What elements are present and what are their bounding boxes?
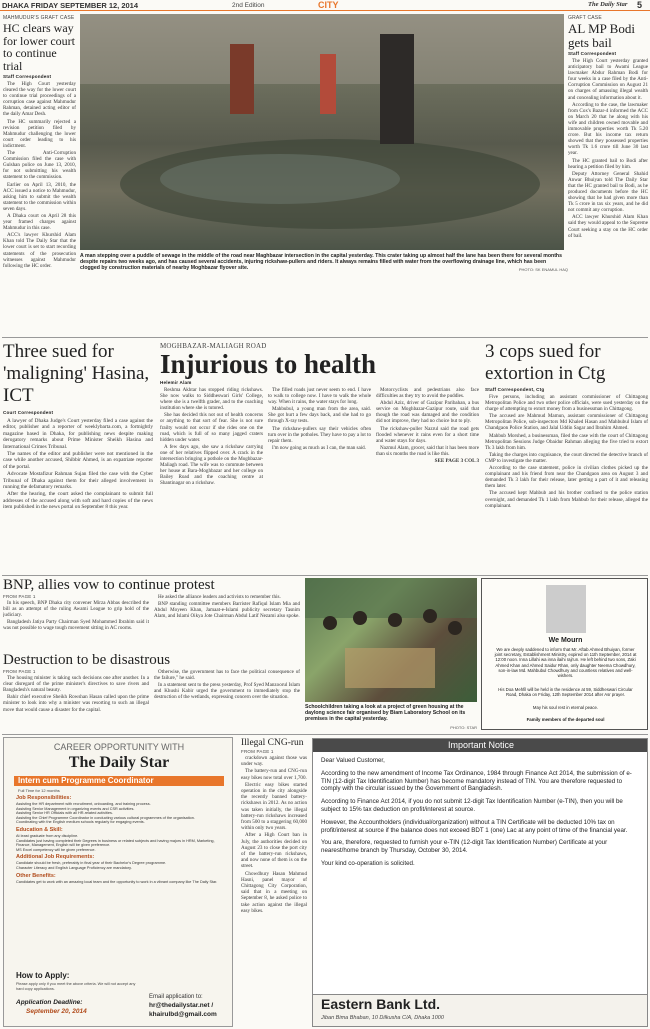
paragraph: A few days ago, she saw a rickshaw carrying one of her relatives flipped over. A crack in the intersection bringing a pothole on the Moghbazar-Maliagh road. The wife was to commute between her house at Bara-Moghbazar and her college on Bailey Road and the coaching centre at Shantinagar on a rickshaw. [160,443,263,487]
bank-address: Jiban Bima Bhaban, 10 Dilkusha C/A, Dhaka 1000 [321,1015,444,1021]
paragraph: The rickshaw-puller Nazrul said the road gets flooded whenever it rains even for a short time and water stays for days. [376,425,479,444]
paragraph: She has decided this not out of health concerns or anything to that sort of fear. She is not sure frailty would not occur if she rides one on the road, which is full of so many jagged craters hidden under water. [160,412,263,443]
obituary-box [481,578,648,730]
paragraph: I'm now going as much as I can, the man said. [272,444,366,451]
paragraph: After the hearing, the court asked the complainant to submit full addresses of the accused along with soft and hard copies of the news item published in the news portal on September 8 this year. [3,491,153,511]
banner-text: CAREER OPPORTUNITY WITH [53,742,185,752]
paragraph: Otherwise, the government has to face the political consequence of the failure," he said. [154,669,300,682]
science-fair-illustration [305,578,477,702]
column [376,387,479,557]
list-item: Assisting the Chief Programme Coordinator in conducting various cultural programmes of the organisation. [16,815,195,820]
apply-text: Please apply only if you meet the above criteria. We will not accept any hard copy applications. [16,982,136,991]
page-number: 5 [637,0,643,10]
headline: BNP, allies vow to continue protest [3,577,215,593]
headline: Injurious to health [160,349,377,379]
paragraph: Taking the charges into cognisance, the court directed the detective branch of CMP to investigate the matter. [485,451,648,464]
paragraph: Earlier on April 13, 2010, the ACC issued a notice to Mahmudur, asking him to submit the wealth statement to the commission within seven days. [3,181,76,212]
paragraph: Nazmul Alam, grocer, said that it has been more than six months the road is like this. [376,444,479,457]
paragraph: Chowdhury Hasan Mahmud Hasni, panel mayor of Chittagong City Corporation, said that in a meeting on September 8, he asked police to take action against the illegal easy bikes. [241,870,307,914]
paragraph: The rickshaw-pullers say their vehicles often turn over in the potholes. They have to pay a lot to repair them. [268,425,371,444]
obituary-body: We are deeply saddened to inform that Mr. Aftab Ahmed Bhuiyan, former joint secretary, Establishment Ministry, expired on 11th September, 2014 at 12:00 noon. Inna Lillahi wa inna ilaihi raji'un. He left behind two sons, Zaki Ahmed Khan and Ahmed Saidur Rhan, only daughter Neema Chowdhury, son-in-law Md. Mahbubul Chowdhury and countless relatives and well-wishers. [494,647,637,679]
source: FROM PAGE 1 [3,669,36,674]
paragraph: Electric easy bikes started operation in the city alongside the recently banned battery-rickshaws in 2012. As no action was taken initially, the illegal battery-run rickshaws increased from 500 to a staggering 60,000 within only two years. [241,781,307,832]
paragraph: Deputy Attorney General Shahid Anwar Bhuiyan told The Daily Star that the HC granted bail to Bodi, as he produced documents before the HC showing that he had given more than Tk 5 crore in tax six years, and he did not commit any corruption. [568,170,648,214]
list-item: At least graduate from any discipline. [16,833,79,838]
injurious-story [160,342,480,572]
column [268,387,371,557]
career-logo: The Daily Star [68,754,170,771]
masthead [0,0,650,11]
destruction-story [3,652,300,730]
paragraph: ACC's lawyer Khurshid Alam Khan told The Daily Star that the lower court is set to start recording statements of the prosecution witnesses against Mahmudur following the HC order. [3,232,76,269]
kicker: GRAFT CASE [568,15,602,21]
headline: HC clears way for lower court to continue trial [3,21,75,73]
paragraph: Five persons, including an assistant commissioner of Chittagong Metropolitan Police and two other police officials, were sued yesterday on the charge of attempting to extort money from a businessman in Chittagong. [485,394,648,413]
jump-line[interactable]: SEE PAGE 3 COL 3 [434,458,479,465]
logo: The Daily Star [588,1,628,8]
paragraph: The accused kept Mahbub and his brother confined to the police station overnight, and demanded Tk 1 lakh from Mahbub for their release, alleged the complainant. [485,490,648,509]
deadline-date: September 20, 2014 [26,1008,87,1015]
story-body [3,81,76,269]
three-sued-story [3,341,153,571]
edition-line: DHAKA FRIDAY SEPTEMBER 12, 2014 [2,1,139,10]
paragraph: A Dhaka court on April 28 this year framed charges against Mahmudur in this case. [3,212,76,232]
paragraph: However, the Accountholders (individual/organization) without a TIN Certificate will be deducted 10% tax on profit/interest at source if the balance does not exceed BDT 1 (one) Lac at any point of time of the financial year. [321,818,628,834]
list-item: Assisting the HR department with recruitment, onboarding, and training process. [16,802,151,806]
byline: Staff Correspondent, Ctg [485,387,545,392]
school-photo [305,578,477,702]
obituary-wish: May his soul rest in eternal peace. [532,705,599,710]
main-photo [80,14,564,250]
paragraph: The battery-run and CNG-run easy bikes now total over 1,700. [241,768,307,781]
paragraph: In his speech, BNP Dhaka city convener Mirza Abbas described the bill as an attempt of the ruling Awami League to grip hold of the judiciary. [3,600,149,619]
story-body [485,394,648,509]
career-ad [3,737,233,1027]
cops-sued-story [485,341,648,571]
list-item: Assisting Senior Management in organizing events and CSR activities. [16,806,135,811]
story-body [3,418,153,511]
story-body [568,58,648,239]
main-photo-caption: A man stepping over a puddle of sewage in the middle of the road near Maghbazar intersection in the capital yesterday. This crater taking up almost half the lane has been there for several months despite repairs two weeks ago, and has caused several accidents, injuring rickshaw-pullers and riders. It always remains filled with water from the overflowing drainage line, which has been clogged by construction materials of nearby Moghbazar flyover site. [80,253,562,272]
paragraph: Mahbubul, a young man from the area, said. She got hurt a few days back, and she had to go through X-ray tests. [268,406,371,425]
source: FROM PAGE 1 [3,594,36,599]
apply-title: How to Apply: [16,971,70,980]
position-sub: Full Time for 12 months [18,788,60,793]
paragraph: The names of the editor and publisher were not mentioned in the case while another accused, Shibbir Ahmed, is an expatriate reporter of the portal. [3,451,153,470]
paragraph: The HC summarily rejected a revision petition filed by Mahmudur challenging the lower court order leading to his indictment. [3,118,76,149]
street-scene-illustration [80,14,564,250]
edition-label: 2nd Edition [232,1,265,9]
responsibilities-title: Job Responsibilities: [16,795,72,801]
paragraph: The High Court yesterday cleared the way for the lower court to continue trial proceedings of a corruption case against Mahmudur Rahman, detained acting editor of the daily Amar Desh. [3,81,76,118]
paragraph: Your kind co-operation is solicited. [321,859,415,867]
column [160,387,263,557]
school-photo-caption: Schoolchildren taking a look at a project of green housing at the daylong science fair organised by Biam Laboratory School on its premises in the capital yesterday. [305,704,466,723]
career-details [16,795,224,884]
paragraph: The accused are Mahmud Mamun, assistant commissioner of Chittagong Metropolitan Police, sub-inspectors Md Khaled Hasan and Mahbubul Islam of Chandgaon Police Station, and Jalal Uddin Sagar and Ibrahim Ahmed. [485,413,648,432]
divider [2,575,648,576]
email-link[interactable]: khairulbd@gmail.com [149,1011,217,1018]
list-item: MS Excel competency will be given preference. [16,847,96,852]
paragraph: According to the case statement, police in civilian clothes picked up the complainant and his friend from near the Chandgaon area on August 3 and demanded Tk 3 lakh for their release, later getting a part of it and releasing them later. [485,465,648,490]
paragraph: Abdul Aziz, driver of Gazipur Paribahan, a bus service on Moghbazar-Gazipur route, said that though the road was damaged and the condition did not improve, they had no choice but to ply. [376,400,479,425]
byline: Court Correspondent [3,410,54,415]
paragraph: He asked the alliance leaders and activists to remember this. [158,594,281,600]
section-label: CITY [318,0,339,10]
bank-notice [312,738,648,1027]
byline: Helemir Alam [160,380,192,385]
paragraph: Motorcyclists and pedestrians also face difficulties as they try to avoid the puddles. [376,387,479,400]
paragraph: In a statement sent to the press yesterday, Prof Syed Manzoorul Islam and Khushi Kabir urged the government to immediately stop the destruction of the wetlands, expressing concern over the situation. [154,682,300,701]
column [154,594,300,633]
deadline-label: Application Deadline: [16,999,83,1006]
portrait-placeholder [546,585,586,633]
email-label: Email application to: [149,994,203,1000]
paragraph: Advocate Mostafizur Rahman Sujan filed the case with the Cyber Tribunal of Dhaka against them for their alleged involvement in running the defamatory remarks. [3,471,153,491]
position-title: Intern cum Programme Coordinator [18,776,154,785]
paragraph: The High Court yesterday granted anticipatory bail to Awami League lawmaker Abdur Rahman Bodi for four weeks in a case filed by the Anti-Corruption Commission on August 21 on charges of amassing illegal wealth and concealing information about it. [568,58,648,101]
bank-name: Eastern Bank Ltd. [321,996,441,1012]
list-item: Coordinating with the English medium schools regularly for engaging events. [16,820,145,825]
notice-body [321,757,641,868]
hc-clears-story [3,15,76,333]
greeting: Dear Valued Customer, [321,757,385,764]
headline: Illegal CNG-run [241,738,304,748]
headline: AL MP Bodi gets bail [568,21,635,50]
main-photo-credit: PHOTO: SK ENAMUL HAQ [518,267,568,272]
list-item: Candidates get to work with an amazing local team and the opportunity to work in a vibrant company like The Daily Star. [16,879,218,884]
paragraph: The filled roads just never seem to end. I have to walk to college now. I have to walk the whole way. When it rains, the water stays for long. [268,387,371,406]
paragraph: crackdown against those was under way. [241,755,307,768]
column [3,594,149,633]
list-item: Assisting Senior HR Officials with all HR-related activities. [16,811,113,816]
paragraph: A lawyer of Dhaka Judge's Court yesterday filed a case against the editor, publisher and a reporter of weeklybarta.com, a fortnightly magazine based in Dhaka, for publishing news despite making derogatory remarks about Prime Minister Sheikh Hasina and International Crimes Tribunal. [3,418,153,450]
paragraph: Bahir chief executive Sheikh Rowshan Hasan called upon the prime minister to look into why a minister was resorting to such an illegal move that would cause a disaster for the capital. [3,694,149,713]
headline: Destruction to be disastrous [3,652,171,668]
bnp-story [3,577,300,652]
list-item: Candidate should be fresh, preferably in final year of their Bachelor's Degree programme. [16,861,167,866]
byline: Staff Correspondent [568,51,617,56]
obituary-title: We Mourn [548,637,583,644]
paragraph: Bangladesh Jatiya Party Chairman Syed Mohammed Ibrahim said it was not possible to wage tough movement sitting in AC rooms. [3,619,149,632]
headline: Three sued for 'maligning' Hasina, ICT [3,341,150,406]
benefits-title: Other Benefits: [16,872,56,879]
list-item: Candidates just having completed their Degrees in business or related subjects and having majors in HRM, Marketing, Finance, Management, English will be given preference. [16,838,215,848]
paragraph: Reshma Akhtar has stopped riding rickshaws. She now walks to Siddheswari Girls' College, where she is a twelfth grader, and to the coaching institution where she is tutored. [160,387,263,412]
paragraph: According to the new amendment of Income Tax Ordinance, 1984 through Finance Act 2014, the submission of e-TIN (12-digit Tax Identification Number) has become mandatory instead of TIN. You are therefore requested to comply with the circular issued by the Government of Bangladesh. [321,769,632,793]
cng-story [241,738,307,1027]
paragraph: You are, therefore, requested to furnish your e-TIN (12-digit Tax Identification Number) Certificate at your nearest/home branch by Thursday, October 30, 2014. [321,839,608,855]
education-title: Education & Skill: [16,826,63,833]
list-item: Character Literacy and English Language Proficiency are mandatory. [16,865,132,870]
additional-title: Additional Job Requirements: [16,854,95,861]
obituary-sign: Family members of the departed soul [526,717,605,722]
email-link[interactable]: hr@thedailystar.net / [149,1002,214,1009]
paragraph: The Anti-Corruption Commission filed the case with Gulshan police on June 13, 2010, for not submitting his wealth statement to the commission. [3,150,76,181]
notice-title: Important Notice [447,740,515,750]
paragraph: Mahbub Morshed, a businessman, filed the case with the court of Chittagong Metropolitan Sessions Judge Obaidur Rahman alleging the five tried to extort Tk 3 lakh from him. [485,432,648,451]
kicker: MOGHBAZAR-MALIAGH ROAD [160,342,267,350]
kicker: MAHMUDUR'S GRAFT CASE [3,15,75,21]
headline: 3 cops sued for extortion in Ctg [485,341,606,384]
paragraph: After a High Court ban in July, the authorities decided on August 23 to close the port city of the battery-run rickshaws, and now none of them is on the street. [241,832,307,870]
paragraph: According to the case, the lawmaker from Cox's Bazar-4 informed the ACC on March 20 that he along with his wife and children owned movable and immovable properties worth Tk 5.20 crore. But his income tax return showed that they possessed properties worth Tk 1.6 crore till June 30 last year. [568,101,648,157]
paragraph: BNP standing committee members Barrister Rafiqul Islam Mia and Abdul Moyeen Khan, Jamaat-e-Islami publicity secretary Tasnim Alam, and Islami Oikya Jote Chairman Abdul Latif Nezami also spoke. [154,601,300,620]
paragraph: According to Finance Act 2014, if you do not submit 12-digit Tax Identification Number (e-TIN), then you will be subject to 15% tax deduction on profit/interest at source. [321,798,623,813]
divider [2,734,648,735]
column [154,669,300,714]
column [3,669,149,714]
obituary-prayer: His Doa Mehfil will be held in the residence at 59, Siddheswari Circular Road, Dhaka on Friday, 12th September 2014 after Asr prayer. [498,687,633,698]
divider [2,337,648,338]
byline: Staff Correspondent [3,74,52,79]
story-body [241,755,307,914]
al-mp-bodi-story [568,15,648,333]
source: FROM PAGE 1 [241,749,274,754]
school-photo-credit: PHOTO: STAR [450,725,477,730]
paragraph: The HC granted bail to Bodi after hearing a petition filed by him. [568,157,648,170]
paragraph: The housing minister is taking such decisions one after another. In a clear disregard of the prime minister's directives to save rivers and Bangladesh's natural beauty. [3,675,149,694]
paragraph: ACC lawyer Khurshid Alam Khan said they would appeal to the Supreme Court seeking a stay on the HC order of bail. [568,214,648,239]
